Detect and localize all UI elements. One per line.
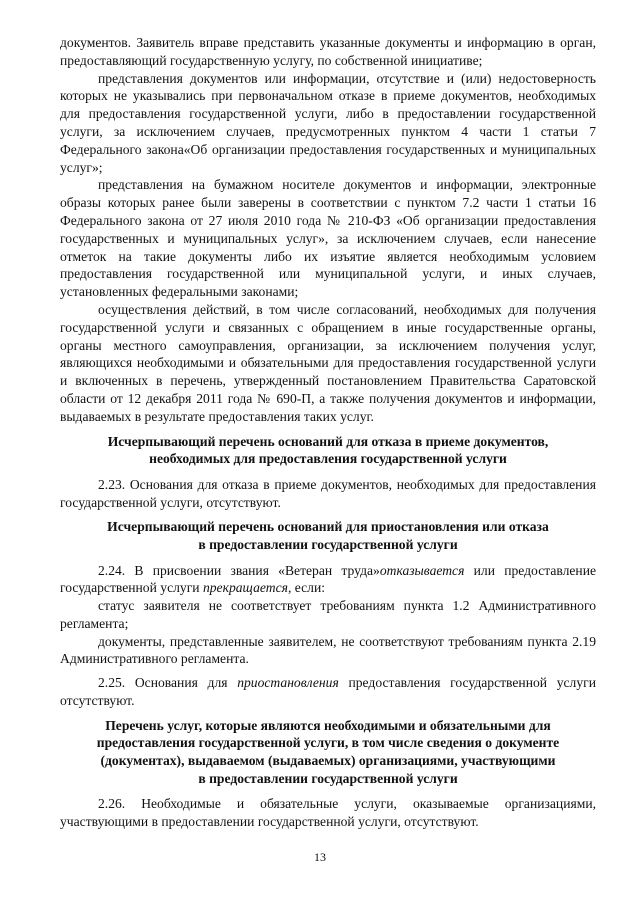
text-run: предоставления государственной услуги отсутствуют. — [60, 675, 596, 709]
paragraph-2: представления документов или информации, отсутствие и (или) недостоверность которых не указывались при первоначальном отказе в приеме документов, необходимых для предоставления государственной услуги, либо в предоставлении государственной услуги, за исключением случаев, предусмотренных пунктом 4 части 1 статьи 7 Федерального закона«Об организации предоставления государственных и муниципальных услуг»; — [60, 70, 596, 175]
paragraph-2-24 — [60, 562, 596, 598]
text-run: 2.25. Основания для — [98, 675, 238, 691]
section-heading-required-services — [60, 717, 596, 787]
heading-line: Исчерпывающий перечень оснований для отказа в приеме документов, — [107, 433, 549, 449]
paragraph-2-23: 2.23. Основания для отказа в приеме документов, необходимых для предоставления государственной услуги, отсутствуют. — [60, 476, 596, 510]
paragraph-status: статус заявителя не соответствует требованиям пункта 1.2 Административного регламента; — [60, 598, 596, 631]
paragraph-2-26: 2.26. Необходимые и обязательные услуги, оказываемые организациями, участвующими в предоставлении государственной услуги, отсутствуют. — [60, 796, 596, 830]
heading-line: в предоставлении государственной услуги — [198, 536, 458, 552]
page-number: 13 — [314, 850, 326, 864]
heading-line: в предоставлении государственной услуги — [198, 770, 458, 786]
text-run: , если: — [287, 580, 326, 596]
italic-run: приостановления — [237, 675, 339, 691]
heading-line: Исчерпывающий перечень оснований для приостановления или отказа — [107, 519, 549, 535]
text-run: 2.24. В присвоении звания «Ветеран труда» — [98, 562, 380, 578]
paragraph-3: представления на бумажном носителе документов и информации, электронные образы которых ранее были заверены в соответствии с пунктом 7.2 части 1 статьи 16 Федерального закона от 27 июля 2010 года № 210-ФЗ «Об организации предоставления государственных и муниципальных услуг», за исключением случаев, если нанесение отметок на такие документы либо их изъятие является необходимым условием предоставления государственной или муниципальной услуги, и иных случаев, установленных федеральными законами; — [60, 177, 596, 300]
heading-line: Перечень услуг, которые являются необходимыми и обязательными для — [105, 717, 551, 733]
paragraph-documents: документы, представленные заявителем, не соответствуют требованиям пункта 2.19 Административного регламента. — [60, 633, 596, 667]
paragraph-4: осуществления действий, в том числе согласований, необходимых для получения государственной услуги и связанных с обращением в иные государственные органы, органы местного самоуправления, организации, за исключением получения услуг, являющихся необходимыми и обязательными для предоставления государственной услуги и включенных в перечень, утвержденный постановлением Правительства Саратовской области от 12 декабря 2011 года № 690-П, а также получения документов и информации, выдаваемых в результате предоставления таких услуг. — [60, 301, 596, 424]
paragraph-2-25 — [60, 674, 596, 710]
heading-line: предоставления государственной услуги, в том числе сведения о документе — [96, 735, 560, 751]
italic-run: прекращается — [202, 580, 288, 596]
section-heading-suspension-refusal — [60, 518, 596, 553]
paragraph-1: документов. Заявитель вправе представить указанные документы и информацию в орган, предоставляющий государственную услугу, по собственной инициативе; — [60, 35, 596, 68]
italic-run: отказывается — [379, 562, 465, 578]
heading-line: (документах), выдаваемом (выдаваемых) организациями, участвующими — [100, 753, 556, 769]
section-heading-refusal-documents — [60, 433, 596, 468]
text-run: или предоставление государственной услуги — [60, 562, 597, 596]
document-page — [60, 34, 596, 831]
heading-line: необходимых для предоставления государственной услуги — [149, 451, 507, 467]
